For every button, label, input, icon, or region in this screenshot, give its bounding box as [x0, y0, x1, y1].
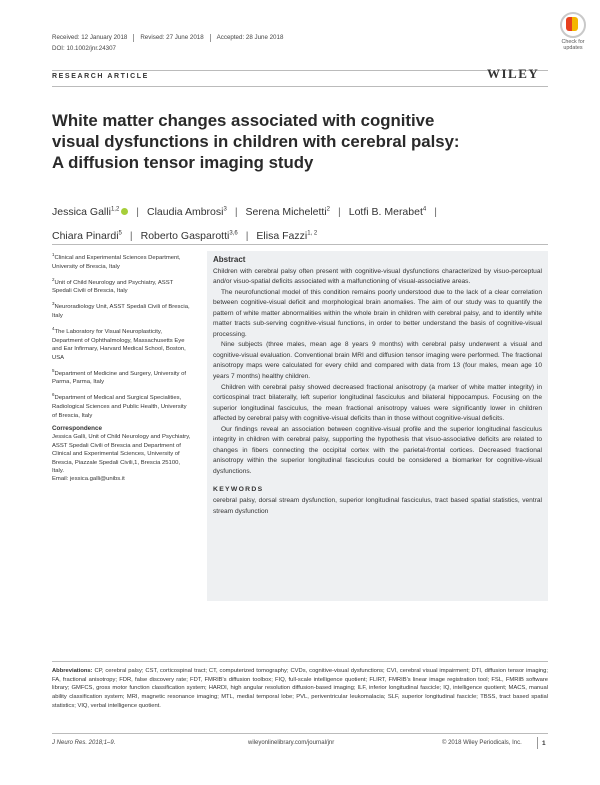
header-rule — [52, 70, 548, 71]
check-updates-icon — [560, 12, 586, 38]
abstract-paragraph: Children with cerebral palsy showed decreased fractional anisotropy (a marker of white matter integrity) in corticospinal tract bilaterally, left superior longitudinal fasciculus and bilateral hippocampus. Focusing on the superior longitudinal fasciculus, the mean fractional anisotropy values were significantly lower in children affected by cerebral palsy with cognitive-visual deficits than in those without cognitive-visual deficits. — [213, 383, 542, 423]
abbreviations-label: Abbreviations: — [52, 668, 93, 674]
affiliation: $^3$Neuroradiology Unit, ASST Spedali Civili of Brescia, Italy — [52, 301, 190, 319]
footnote-rule — [52, 661, 548, 662]
article-title: White matter changes associated with cognitive visual dysfunctions in children with cerebral palsy: A diffusion tensor imaging study — [52, 111, 460, 172]
orcid-icon[interactable] — [121, 208, 128, 215]
abstract-paragraph: Children with cerebral palsy often present with cognitive-visual dysfunctions characterized by visuo-perceptual and/or visuo-spatial deficits associated with a malfunctioning of visual-associative areas. — [213, 267, 542, 286]
author[interactable]: Roberto Gasparotti$^{3,6}$ — [140, 230, 238, 242]
affiliations — [52, 251, 192, 484]
publisher-logo: WILEY — [487, 66, 540, 81]
author[interactable]: Claudia Ambrosi$^3$ — [147, 205, 227, 218]
footer-rule — [52, 733, 548, 734]
received-date: Received: 12 January 2018 — [52, 34, 128, 41]
abbreviations-text: CP, cerebral palsy; CST, corticospinal tract; CT, computerized tomography; CVDs, cognitive-visual dysfunctions; CVI, cerebral visual impairment; DTI, diffusion tensor imaging; FA, fractional anisotropy; FDR, false discovery rate; FDT, FMRIB's diffusion toolbox; FIQ, full-scale intelligence quotient; FLIRT, FMRIB's linear image registration tool; FSL, FMRIB software library; GMFCS, gross motor function classification system; HARDI, high angular resolution diffusion-based imaging; ILF, inferior longitudinal fascicle; IQ, intelligence quotient; MACS, manual ability classification system; MRI, magnetic resonance imaging; MTL, medial temporal lobe; PVL, periventricular leukomalacia; SLF, superior longitudinal fascicle; TBSS, tract based spatial statistics; VIQ, verbal intelligence quotient. — [52, 668, 548, 709]
author[interactable]: Serena Micheletti$^2$ — [245, 205, 331, 218]
abstract-paragraph: The neurofunctional model of this condition remains poorly understood due to the lack of a clear correlation between cognitive-visual deficit and morphological brain anomalies. The aim of our study was to quantify the pattern of white matter abnormalities within the whole brain in children with cerebral palsy, and to identify white matter tracts sub-serving cognitive-visual functions, in order to better understand the basis of cognitive-visual processing. — [213, 288, 542, 338]
check-for-updates-badge[interactable] — [556, 12, 590, 52]
section-rule — [52, 244, 548, 245]
author[interactable]: Elisa Fazzi$^{1, 2}$ — [256, 230, 318, 242]
affiliation: $^2$Unit of Child Neurology and Psychiatry, ASST Spedali Civili of Brescia, Italy — [52, 276, 174, 295]
abstract-heading: Abstract — [213, 255, 246, 264]
article-type: RESEARCH ARTICLE — [52, 73, 149, 80]
affiliation: $^5$Department of Medicine and Surgery, University of Parma, Parma, Italy — [52, 367, 187, 386]
correspondence-email[interactable]: Email: jessica.galli@unibs.it — [52, 476, 125, 483]
divider — [210, 34, 211, 42]
author[interactable]: Jessica Galli$^{1,2}$ — [52, 206, 128, 218]
affiliation: $^4$The Laboratory for Visual Neuroplasticity, Department of Ophthalmology, Massachusetts Eye and Ear Infirmary, Harvard Medical School, Boston, USA — [52, 325, 186, 361]
author-list: Jessica Galli$^{1,2}$ | Claudia Ambrosi$^3$ | Serena Micheletti$^2$ | Lotfi B. Merabet$^4$ | Chiara Pinardi$^5$ | Roberto Gasparotti$^{3,6}$ | Elisa Fazzi$^{1, 2}$ — [52, 205, 437, 242]
abstract-box — [207, 251, 548, 601]
keywords: cerebral palsy, dorsal stream dysfunction, superior longitudinal fasciculus, tract based spatial statistics, ventral stream dysfunction — [213, 497, 542, 515]
abstract-paragraph: Our findings reveal an association between cognitive-visual profile and the superior longitudinal fasciculus integrity in children with cerebral palsy, supporting the hypothesis that visuo-associative deficits are related to changes in fibers connecting the occipital cortex with the parietal-frontal cortices. Decreased fractional anisotropy within the superior longitudinal fasciculus could be considered a biomarker for cognitive-visual dysfunctions. — [213, 425, 542, 475]
copyright: © 2018 Wiley Periodicals, Inc. — [442, 740, 522, 746]
divider — [537, 737, 538, 749]
journal-url[interactable]: wileyonlinelibrary.com/journal/jnr — [248, 740, 335, 746]
abstract-paragraph: Nine subjects (three males, mean age 8 years 9 months) with cerebral palsy underwent a visual and cognitive-visual evaluation. Conventional brain MRI and diffusion tensor imaging were performed. The fractional anisotropy maps were calculated for every child and compared with data from 13 (four males, mean age 10 years 7 months) healthy children. — [213, 341, 542, 381]
accepted-date: Accepted: 28 June 2018 — [216, 34, 284, 41]
abbreviations-footnote — [52, 667, 548, 711]
doi[interactable]: DOI: 10.1002/jnr.24307 — [52, 45, 116, 52]
divider — [133, 34, 134, 42]
check-updates-label: Check for updates — [561, 39, 585, 51]
correspondence-text: Jessica Galli, Unit of Child Neurology and Psychiatry, ASST Spedali Civili of Brescia and Department of Clinical and Experimental Sciences, University of Brescia, Piazzale Spedali Civili,1, Brescia 25100, Italy. — [52, 434, 191, 474]
page-number: 1 — [542, 740, 546, 747]
author[interactable]: Lotfi B. Merabet$^4$ — [348, 205, 427, 218]
author[interactable]: Chiara Pinardi$^5$ — [52, 230, 122, 242]
journal-citation: J Neuro Res. 2018;1–9. — [52, 740, 116, 746]
affiliation: $^6$Department of Medical and Surgical Specialities, Radiological Sciences and Public Health, University of Brescia, Italy — [52, 392, 187, 419]
correspondence-heading: Correspondence — [52, 424, 103, 432]
article-dates — [52, 34, 283, 42]
affiliation: $^1$Clinical and Experimental Sciences Department, University of Brescia, Italy — [52, 252, 181, 270]
keywords-heading: KEYWORDS — [213, 486, 264, 494]
header-rule — [52, 86, 548, 87]
revised-date: Revised: 27 June 2018 — [140, 34, 204, 41]
